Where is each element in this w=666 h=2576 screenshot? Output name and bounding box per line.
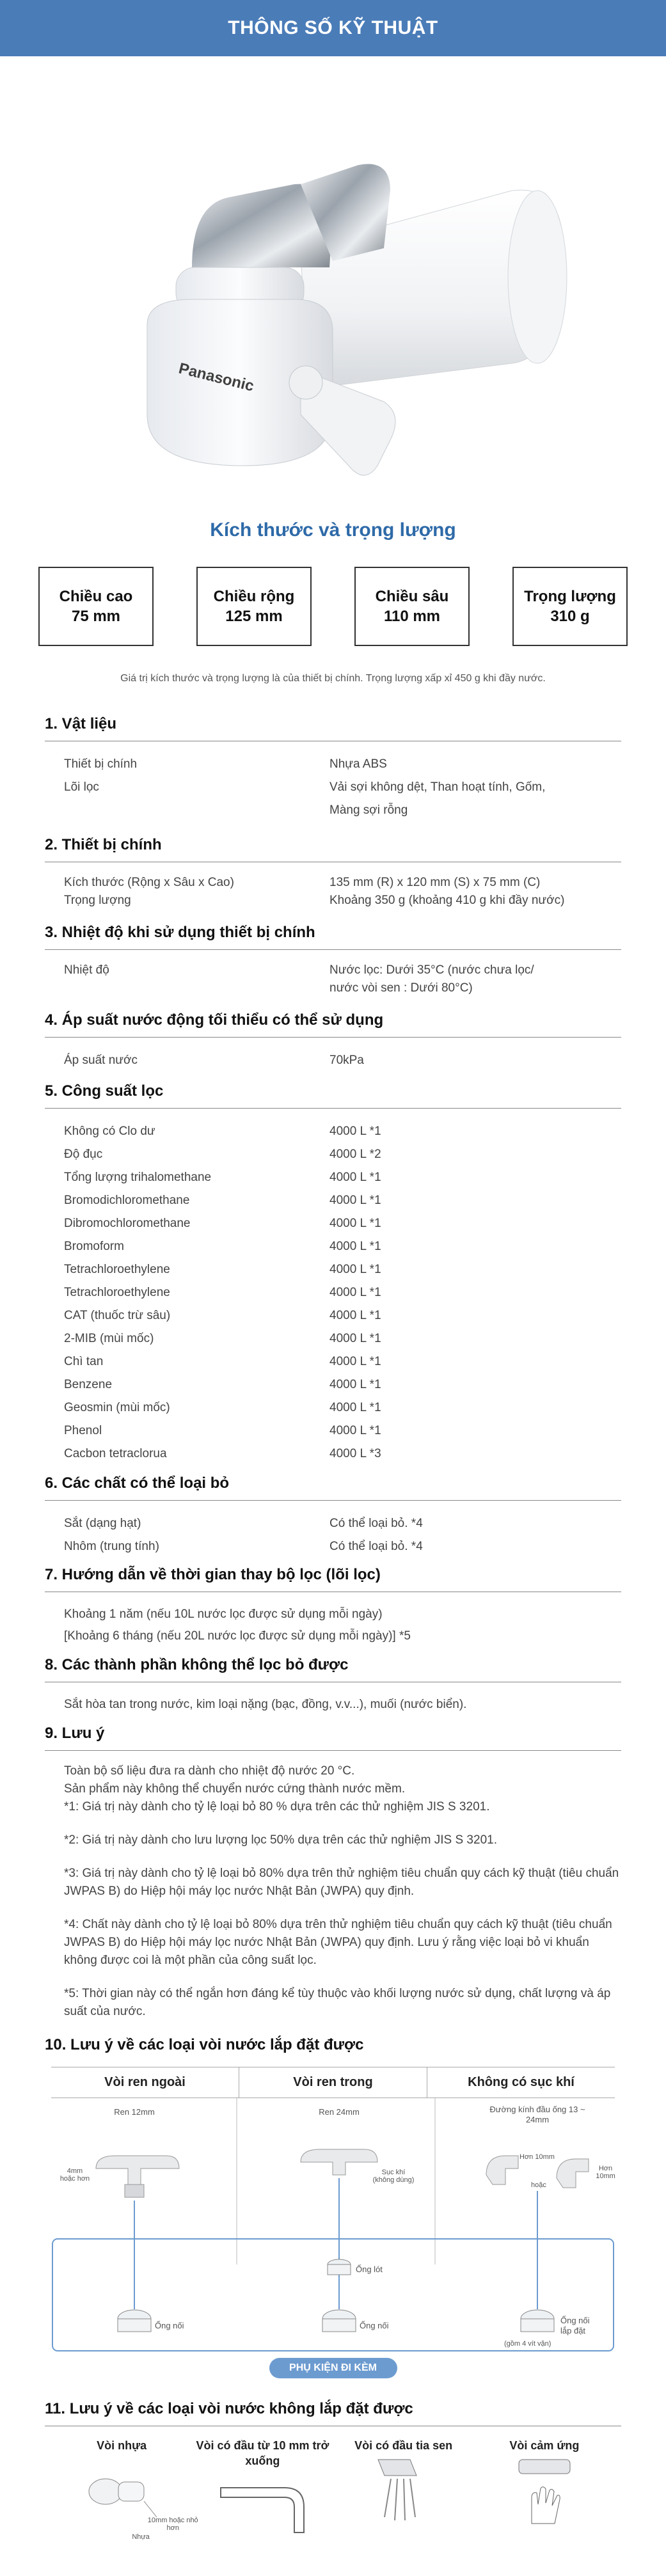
spec-row bbox=[45, 1049, 621, 1072]
dimension-value: 310 g bbox=[550, 608, 590, 625]
capacity-item: Benzene bbox=[64, 1378, 113, 1391]
capacity-row bbox=[45, 1235, 621, 1258]
spec-value: Màng sợi rỗng bbox=[329, 803, 408, 817]
dimension-label: Chiều cao bbox=[59, 587, 133, 605]
section-notes bbox=[45, 1725, 621, 2021]
capacity-value: 4000 L *1 bbox=[329, 1309, 381, 1322]
capacity-row bbox=[45, 1281, 621, 1304]
capacity-row bbox=[45, 1212, 621, 1235]
incompatible-title: Vòi cảm ứng bbox=[509, 2439, 580, 2452]
dimension-label: Trọng lượng bbox=[524, 587, 616, 605]
capacity-row bbox=[45, 1396, 621, 1419]
spec-row bbox=[45, 1535, 621, 1558]
note-line: *4: Chất này dành cho tỷ lệ loại bỏ 80% dựa trên thử nghiệm tiêu chuẩn quy cách kỹ thuật (tiêu chuẩn JWPAS B) do Hiệp hội máy lọc nước Nhật Bản (JWPA) quy định. Lưu ý rằng việc loại bỏ vi khuẩn không được coi là một phần của công suất lọc. bbox=[64, 1918, 612, 1967]
capacity-value: 4000 L *1 bbox=[329, 1332, 381, 1345]
spec-row bbox=[45, 799, 621, 822]
section-title: 4. Áp suất nước động tối thiểu có thể sử dụng bbox=[45, 1011, 621, 1038]
capacity-row bbox=[45, 1327, 621, 1350]
capacity-value: 4000 L *1 bbox=[329, 1240, 381, 1253]
spec-value: Có thể loại bỏ. *4 bbox=[329, 1517, 423, 1530]
shower-head-icon bbox=[353, 2453, 455, 2530]
caption-thread-12: Ren 12mm bbox=[114, 2107, 155, 2117]
spec-key: Kích thước (Rộng x Sâu x Cao) bbox=[64, 876, 234, 889]
section-filter-capacity bbox=[45, 1082, 621, 1466]
capacity-list bbox=[45, 1120, 621, 1466]
section-title: 8. Các thành phần không thể lọc bỏ được bbox=[45, 1656, 621, 1682]
caption-or: hoặc bbox=[531, 2181, 546, 2189]
capacity-item: Tetrachloroethylene bbox=[64, 1263, 170, 1276]
replacement-text bbox=[45, 1604, 621, 1647]
caption-over-10mm: Hơn 10mm bbox=[519, 2153, 555, 2161]
capacity-item: Chì tan bbox=[64, 1355, 104, 1368]
capacity-value: 4000 L *1 bbox=[329, 1401, 381, 1414]
spec-value: Nước lọc: Dưới 35°C (nước chưa lọc/ bbox=[329, 963, 534, 977]
product-image bbox=[0, 56, 666, 480]
spec-value: nước vòi sen : Dưới 80°C) bbox=[329, 981, 473, 995]
spec-row bbox=[45, 753, 621, 776]
capacity-value: 4000 L *1 bbox=[329, 1263, 381, 1276]
note-line: *3: Giá trị này dành cho tỷ lệ loại bỏ 80% dựa trên thử nghiệm tiêu chuẩn quy cách kỹ thuật (tiêu chuẩn JWPAS B) do Hiệp hội máy lọc nước Nhật Bản (JWPA) quy định. bbox=[64, 1867, 619, 1898]
incompatible-shower bbox=[333, 2438, 474, 2541]
spec-key: Nhôm (trung tính) bbox=[64, 1540, 159, 1553]
dimension-box-depth bbox=[354, 567, 470, 646]
section-title: 3. Nhiệt độ khi sử dụng thiết bị chính bbox=[45, 924, 621, 950]
section-non-filterable bbox=[45, 1656, 621, 1716]
spec-row bbox=[45, 776, 621, 799]
spec-value: Có thể loại bỏ. *4 bbox=[329, 1540, 423, 1553]
spec-key bbox=[45, 799, 329, 822]
non-filterable-text bbox=[45, 1694, 621, 1716]
caption-connector: Ống nối bbox=[155, 2321, 184, 2330]
capacity-item: Tetrachloroethylene bbox=[64, 1286, 170, 1299]
brand-logo: Panasonic bbox=[177, 360, 256, 395]
capacity-item: Phenol bbox=[64, 1424, 102, 1437]
dimensions-note: Giá trị kích thước và trọng lượng là của thiết bị chính. Trọng lượng xấp xỉ 450 g khi đầy nước. bbox=[120, 673, 546, 684]
spec-value: Vải sợi không dệt, Than hoạt tính, Gốm, bbox=[329, 780, 546, 794]
caption-bushing: Ống lót bbox=[356, 2264, 383, 2274]
section-title: 7. Hướng dẫn về thời gian thay bộ lọc (lõi lọc) bbox=[45, 1566, 621, 1592]
plastic-caption: Nhựa bbox=[132, 2533, 150, 2541]
capacity-item: Dibromochloromethane bbox=[64, 1217, 191, 1230]
capacity-item: Không có Clo dư bbox=[64, 1125, 155, 1138]
capacity-item: Geosmin (mùi mốc) bbox=[64, 1401, 170, 1414]
caption-screws: (gồm 4 vít vặn) bbox=[504, 2340, 551, 2348]
capacity-row bbox=[45, 1419, 621, 1442]
capacity-value: 4000 L *1 bbox=[329, 1378, 381, 1391]
spec-row bbox=[45, 874, 621, 892]
capacity-row bbox=[45, 1442, 621, 1466]
incompatible-title: Vòi có đầu từ 10 mm trở xuống bbox=[196, 2439, 329, 2467]
spec-row bbox=[45, 979, 621, 997]
caption-mount-connector: Ống nối lắp đặt bbox=[560, 2316, 590, 2335]
incompatible-title: Vòi nhựa bbox=[97, 2439, 147, 2452]
section-title: 6. Các chất có thể loại bỏ bbox=[45, 1474, 621, 1501]
spec-key: Thiết bị chính bbox=[64, 757, 138, 771]
capacity-item: Cacbon tetraclorua bbox=[64, 1447, 167, 1460]
capacity-value: 4000 L *3 bbox=[329, 1447, 381, 1460]
section-compatible-faucets bbox=[45, 2036, 621, 2378]
capacity-row bbox=[45, 1373, 621, 1396]
accessory-badge: PHỤ KIỆN ĐI KÈM bbox=[269, 2358, 397, 2378]
capacity-row bbox=[45, 1166, 621, 1189]
section-title: 9. Lưu ý bbox=[45, 1725, 621, 1751]
section-title: 10. Lưu ý về các loại vòi nước lắp đặt được bbox=[45, 2036, 364, 2053]
capacity-row bbox=[45, 1304, 621, 1327]
faucet-type-no-aerator: Không có sục khí bbox=[468, 2075, 575, 2089]
spec-key: Áp suất nước bbox=[64, 1054, 138, 1067]
capacity-value: 4000 L *1 bbox=[329, 1424, 381, 1437]
capacity-row bbox=[45, 1143, 621, 1166]
caption-aerator: Sục khí (không dùng) bbox=[372, 2169, 415, 2184]
faucet-type-external: Vòi ren ngoài bbox=[51, 2067, 239, 2098]
incompatible-small-tip bbox=[147, 2438, 333, 2541]
note-line: *5: Thời gian này có thể ngắn hơn đáng kể tùy thuộc vào khối lượng nước sử dụng, chất lượng và áp suất của nước. bbox=[64, 1987, 611, 2018]
note-line: *2: Giá trị này dành cho lưu lượng lọc 50% dựa trên các thử nghiệm JIS S 3201. bbox=[64, 1833, 497, 1847]
dimension-box-width bbox=[196, 567, 312, 646]
thin-spout-caption: 10mm hoặc nhỏ hơn bbox=[147, 2517, 198, 2532]
capacity-row bbox=[45, 1120, 621, 1143]
capacity-item: CAT (thuốc trừ sâu) bbox=[64, 1309, 171, 1322]
capacity-value: 4000 L *1 bbox=[329, 1286, 381, 1299]
section-replacement bbox=[45, 1566, 621, 1647]
capacity-item: Tổng lượng trihalomethane bbox=[64, 1171, 212, 1184]
section-pressure bbox=[45, 1011, 621, 1072]
capacity-value: 4000 L *1 bbox=[329, 1355, 381, 1368]
page-banner: THÔNG SỐ KỸ THUẬT bbox=[0, 0, 666, 56]
sensor-faucet-icon bbox=[493, 2453, 596, 2530]
faucet-diagrams bbox=[45, 2098, 621, 2367]
section-title: 2. Thiết bị chính bbox=[45, 836, 621, 862]
capacity-row bbox=[45, 1189, 621, 1212]
caption-diameter: Đường kính đầu ống 13 ~ 24mm bbox=[489, 2105, 585, 2124]
caption-connector: Ống nối bbox=[360, 2321, 389, 2330]
caption-thread-24: Ren 24mm bbox=[319, 2107, 360, 2117]
spec-value: 135 mm (R) x 120 mm (S) x 75 mm (C) bbox=[329, 876, 541, 889]
capacity-value: 4000 L *1 bbox=[329, 1171, 381, 1184]
text-line: Khoảng 1 năm (nếu 10L nước lọc được sử dụng mỗi ngày) bbox=[64, 1608, 383, 1621]
spec-row bbox=[45, 961, 621, 979]
spec-row bbox=[45, 1512, 621, 1535]
capacity-value: 4000 L *1 bbox=[329, 1125, 381, 1138]
spec-key: Lõi lọc bbox=[64, 780, 99, 794]
dimension-label: Chiều rộng bbox=[213, 587, 295, 605]
section-temperature bbox=[45, 924, 621, 997]
faucet-type-header bbox=[51, 2067, 615, 2098]
spec-key bbox=[45, 979, 329, 997]
spec-value: Khoảng 350 g (khoảng 410 g khi đầy nước) bbox=[329, 894, 565, 907]
capacity-item: Độ đục bbox=[64, 1148, 103, 1161]
incompatible-title: Vòi có đầu tia sen bbox=[354, 2439, 453, 2452]
spec-key: Nhiệt độ bbox=[64, 963, 109, 977]
section-materials bbox=[45, 715, 621, 822]
incompatible-grid bbox=[51, 2438, 615, 2541]
dimensions-title: Kích thước và trọng lượng bbox=[210, 519, 456, 541]
spec-row bbox=[45, 892, 621, 910]
dimension-value: 125 mm bbox=[225, 608, 283, 625]
section-incompatible-faucets bbox=[45, 2400, 621, 2541]
spec-value: Nhựa ABS bbox=[329, 757, 387, 771]
capacity-row bbox=[45, 1258, 621, 1281]
spec-key: Trọng lượng bbox=[64, 894, 131, 907]
section-title: 11. Lưu ý về các loại vòi nước không lắp đặt được bbox=[45, 2400, 621, 2426]
caption-over-10mm: Hơn 10mm bbox=[596, 2165, 615, 2180]
capacity-item: 2-MIB (mùi mốc) bbox=[64, 1332, 154, 1345]
dimension-box-weight bbox=[512, 567, 628, 646]
capacity-value: 4000 L *1 bbox=[329, 1194, 381, 1207]
dimension-label: Chiều sâu bbox=[375, 587, 449, 605]
incompatible-sensor bbox=[474, 2438, 615, 2541]
text-line: [Khoảng 6 tháng (nếu 20L nước lọc được sử dụng mỗi ngày)] *5 bbox=[64, 1629, 411, 1643]
spec-key: Sắt (dạng hạt) bbox=[64, 1517, 141, 1530]
dimension-value: 75 mm bbox=[71, 608, 121, 625]
section-title: 5. Công suất lọc bbox=[45, 1082, 621, 1109]
capacity-value: 4000 L *2 bbox=[329, 1148, 381, 1161]
caption-min-length: 4mm hoặc hơn bbox=[59, 2167, 90, 2183]
section-removable bbox=[45, 1474, 621, 1558]
spec-value: 70kPa bbox=[329, 1054, 364, 1067]
capacity-item: Bromodichloromethane bbox=[64, 1194, 190, 1207]
dimension-box-height bbox=[38, 567, 154, 646]
capacity-item: Bromoform bbox=[64, 1240, 124, 1253]
section-main-device bbox=[45, 836, 621, 910]
note-line: *1: Giá trị này dành cho tỷ lệ loại bỏ 80 % dựa trên các thử nghiệm JIS S 3201. bbox=[64, 1800, 490, 1813]
note-line: Sản phẩm này không thể chuyển nước cứng thành nước mềm. bbox=[64, 1782, 406, 1796]
capacity-value: 4000 L *1 bbox=[329, 1217, 381, 1230]
section-title: 1. Vật liệu bbox=[45, 715, 621, 741]
note-line: Toàn bộ số liệu đưa ra dành cho nhiệt độ nước 20 °C. bbox=[64, 1764, 355, 1778]
dimension-boxes bbox=[0, 567, 666, 646]
dimension-value: 110 mm bbox=[383, 608, 441, 625]
capacity-row bbox=[45, 1350, 621, 1373]
notes-text bbox=[45, 1762, 621, 2021]
text-line: Sắt hòa tan trong nước, kim loại nặng (bạc, đồng, v.v...), muối (nước biển). bbox=[64, 1698, 467, 1711]
thin-spout-icon bbox=[208, 2469, 317, 2539]
faucet-type-internal: Vòi ren trong bbox=[239, 2067, 427, 2098]
